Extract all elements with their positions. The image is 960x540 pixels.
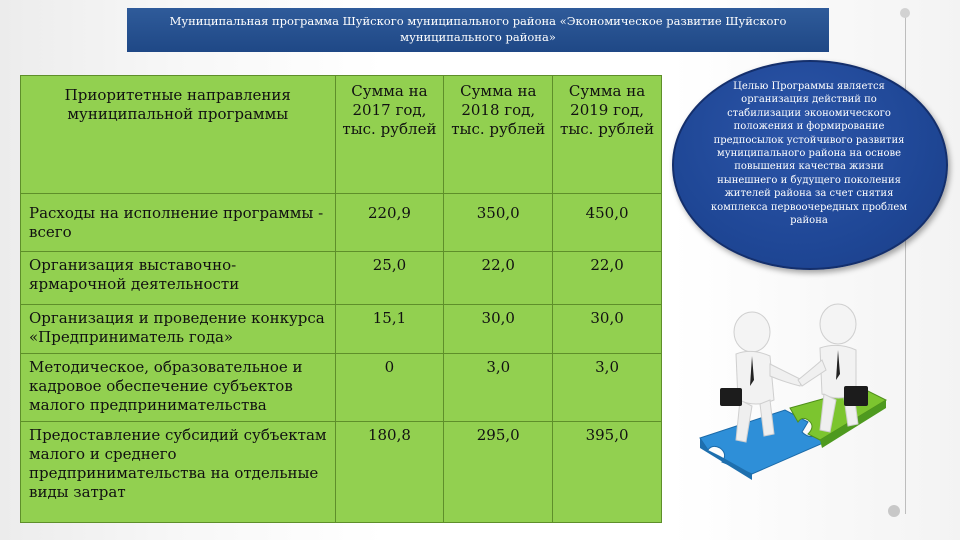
program-table <box>20 75 662 523</box>
column-header-2019: Сумма на 2019 год, тыс. рублей <box>553 76 662 194</box>
row-value-2019: 450,0 <box>553 194 662 252</box>
row-value-2017: 180,8 <box>335 422 444 523</box>
table-row <box>21 422 662 523</box>
row-value-2018: 22,0 <box>444 252 553 305</box>
slide-title: Муниципальная программа Шуйского муниципального района «Экономическое развитие Шуйского муниципального района» <box>169 14 787 44</box>
row-value-2017: 220,9 <box>335 194 444 252</box>
row-name: Организация выставочно-ярмарочной деятельности <box>21 252 336 305</box>
row-value-2018: 295,0 <box>444 422 553 523</box>
decorative-dot-top <box>900 8 910 18</box>
row-value-2019: 22,0 <box>553 252 662 305</box>
row-value-2018: 350,0 <box>444 194 553 252</box>
row-value-2019: 395,0 <box>553 422 662 523</box>
handshake-puzzle-icon <box>690 290 890 480</box>
column-header-directions: Приоритетные направления муниципальной программы <box>21 76 336 194</box>
column-header-2017: Сумма на 2017 год, тыс. рублей <box>335 76 444 194</box>
row-name: Методическое, образовательное и кадровое обеспечение субъектов малого предпринимательства <box>21 354 336 422</box>
table-row <box>21 354 662 422</box>
table-header-row <box>21 76 662 194</box>
table-row <box>21 194 662 252</box>
table-row <box>21 305 662 354</box>
row-value-2017: 15,1 <box>335 305 444 354</box>
row-name: Организация и проведение конкурса «Предприниматель года» <box>21 305 336 354</box>
row-value-2018: 30,0 <box>444 305 553 354</box>
row-value-2017: 25,0 <box>335 252 444 305</box>
row-name: Предоставление субсидий субъектам малого и среднего предпринимательства на отдельные виды затрат <box>21 422 336 523</box>
row-value-2018: 3,0 <box>444 354 553 422</box>
slide-title-banner <box>127 8 829 52</box>
decorative-dot <box>888 505 900 517</box>
column-header-2018: Сумма на 2018 год, тыс. рублей <box>444 76 553 194</box>
goal-text: Целью Программы является организация действий по стабилизации экономического положения и формирование предпосылок устойчивого развития муниципального района на основе повышения качества жизни нынешнего и будущего поколения жителей района за счет снятия комплекса первоочередных проблем района <box>710 81 908 227</box>
row-name: Расходы на исполнение программы - всего <box>21 194 336 252</box>
row-value-2019: 30,0 <box>553 305 662 354</box>
row-value-2017: 0 <box>335 354 444 422</box>
row-value-2019: 3,0 <box>553 354 662 422</box>
table-row <box>21 252 662 305</box>
